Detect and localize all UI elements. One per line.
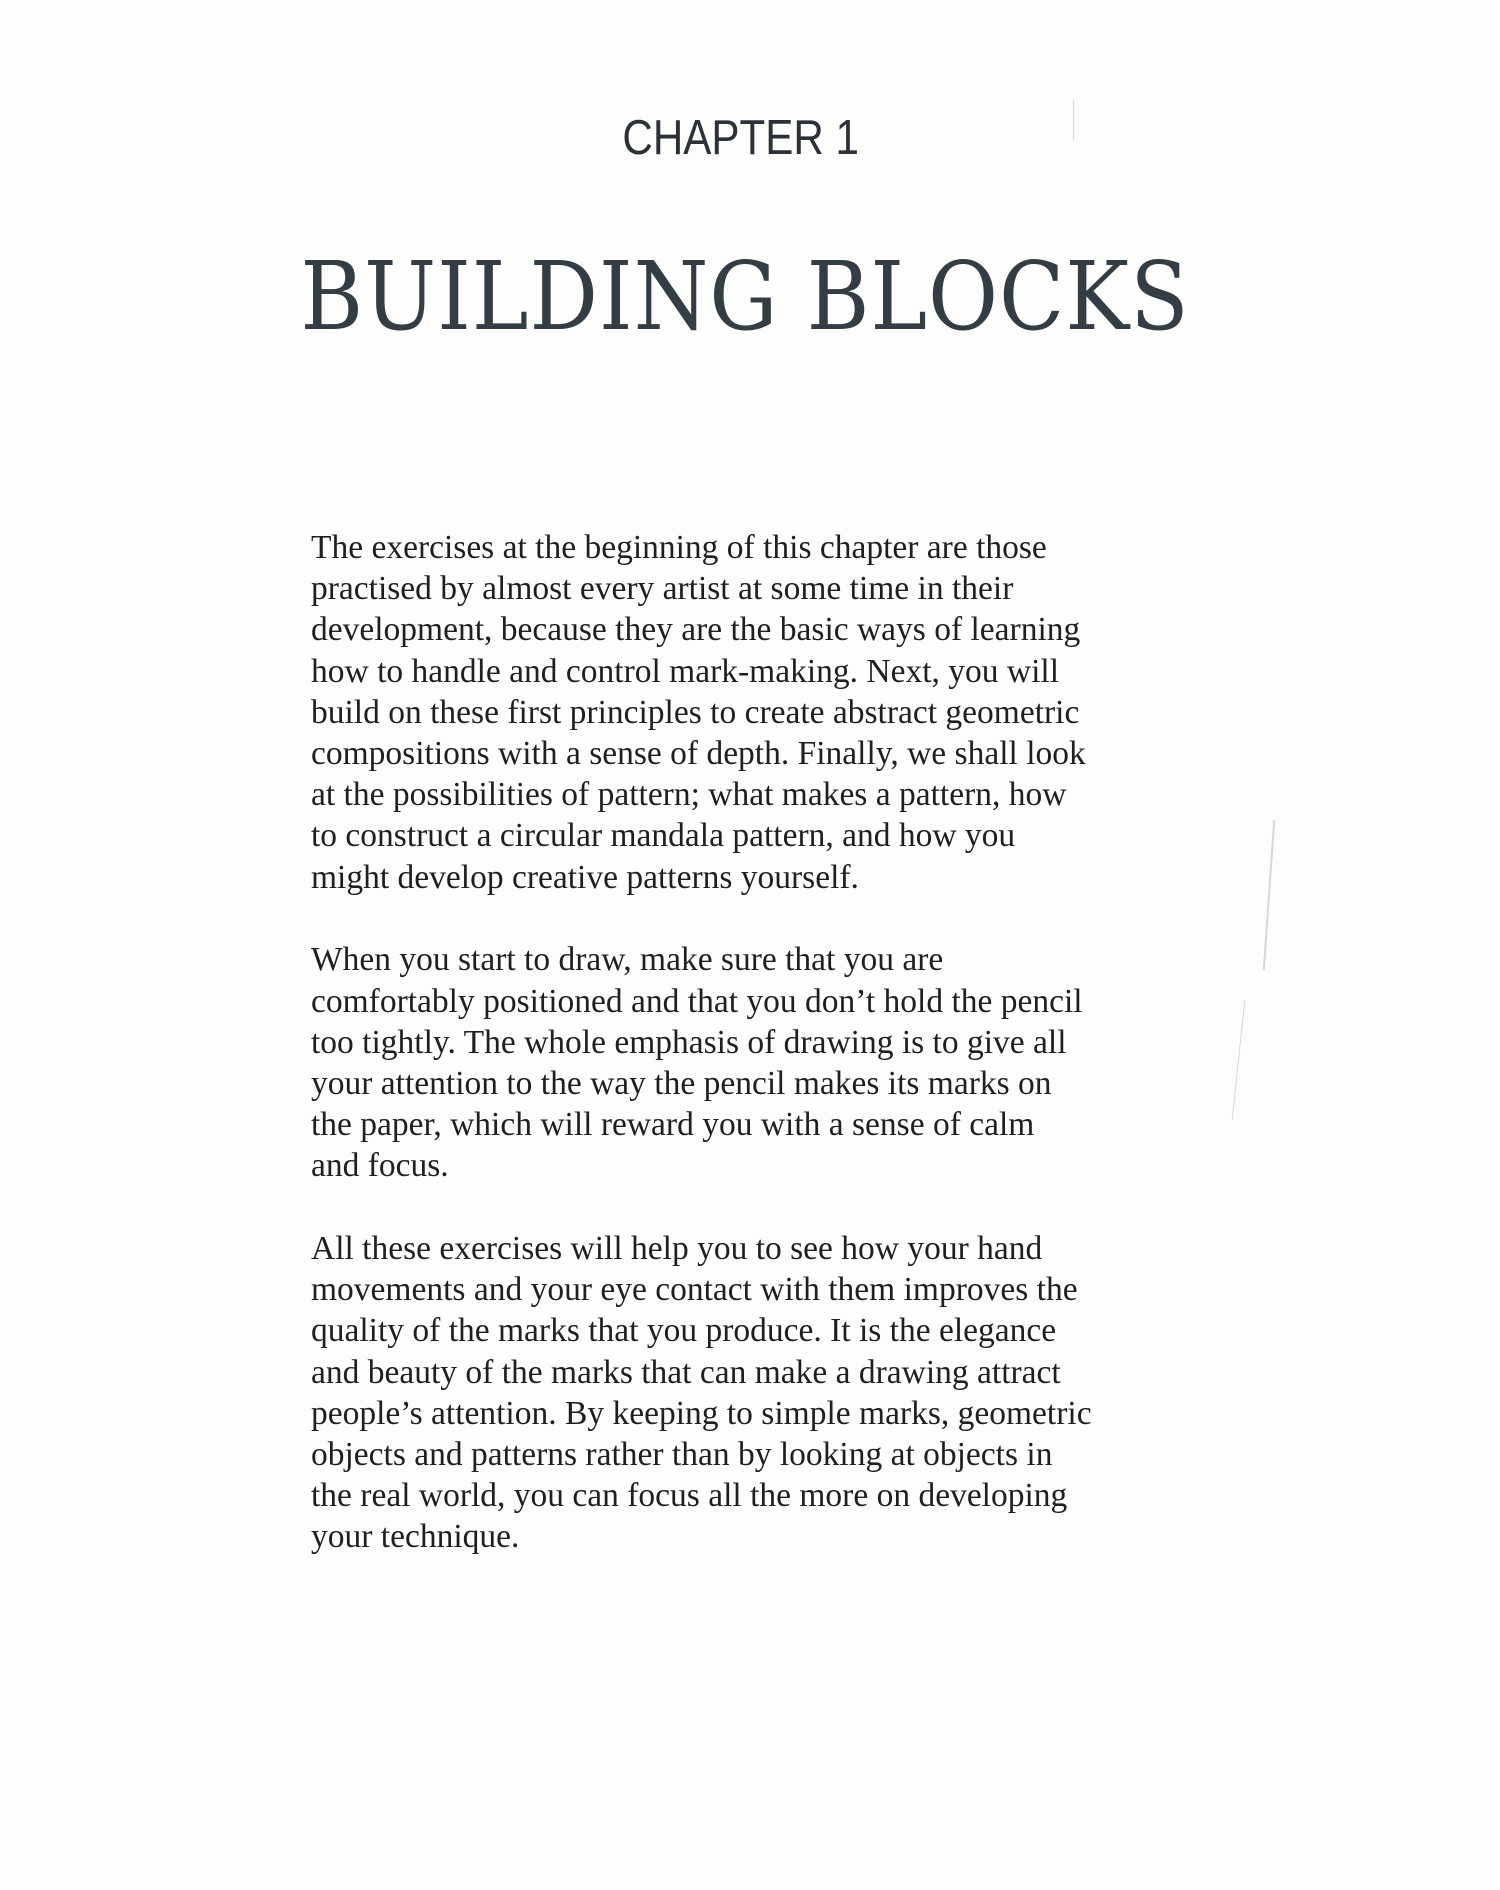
text-line: your technique.: [311, 1518, 520, 1556]
text-line: compositions with a sense of depth. Finally, we shall look: [311, 735, 1086, 773]
text-line: might develop creative patterns yourself.: [311, 858, 859, 896]
text-line: at the possibilities of pattern; what makes a pattern, how: [311, 776, 1067, 814]
scan-artifact: [1232, 1000, 1246, 1119]
scan-artifact: [1263, 820, 1275, 970]
text-line: objects and patterns rather than by looking at objects in: [311, 1436, 1053, 1474]
body-text: [311, 527, 1211, 1599]
text-line: build on these first principles to create abstract geometric: [311, 693, 1080, 731]
text-line: the paper, which will reward you with a sense of calm: [311, 1106, 1035, 1144]
paragraph: [311, 527, 1211, 898]
text-line: how to handle and control mark-making. Next, you will: [311, 652, 1060, 690]
text-line: When you start to draw, make sure that you are: [311, 941, 944, 979]
text-line: your attention to the way the pencil makes its marks on: [311, 1064, 1052, 1102]
text-line: and focus.: [311, 1147, 449, 1185]
text-line: quality of the marks that you produce. It is the elegance: [311, 1312, 1057, 1350]
text-line: movements and your eye contact with them improves the: [311, 1271, 1078, 1309]
text-line: and beauty of the marks that can make a drawing attract: [311, 1353, 1061, 1391]
text-line: comfortably positioned and that you don’t hold the pencil: [311, 982, 1083, 1020]
text-line: The exercises at the beginning of this chapter are those: [311, 529, 1047, 566]
text-line: too tightly. The whole emphasis of drawing is to give all: [311, 1023, 1067, 1061]
text-line: development, because they are the basic ways of learning: [311, 611, 1081, 649]
text-line: to construct a circular mandala pattern, and how you: [311, 817, 1016, 855]
text-line: people’s attention. By keeping to simple marks, geometric: [311, 1394, 1092, 1432]
chapter-title: BUILDING BLOCKS: [300, 242, 1190, 352]
text-line: the real world, you can focus all the more on developing: [311, 1477, 1068, 1515]
text-line: All these exercises will help you to see how your hand: [311, 1230, 1043, 1268]
paragraph: [311, 1228, 1211, 1558]
text-line: practised by almost every artist at some time in their: [311, 570, 1014, 608]
chapter-label: CHAPTER 1: [622, 111, 859, 165]
paragraph: [311, 939, 1211, 1186]
